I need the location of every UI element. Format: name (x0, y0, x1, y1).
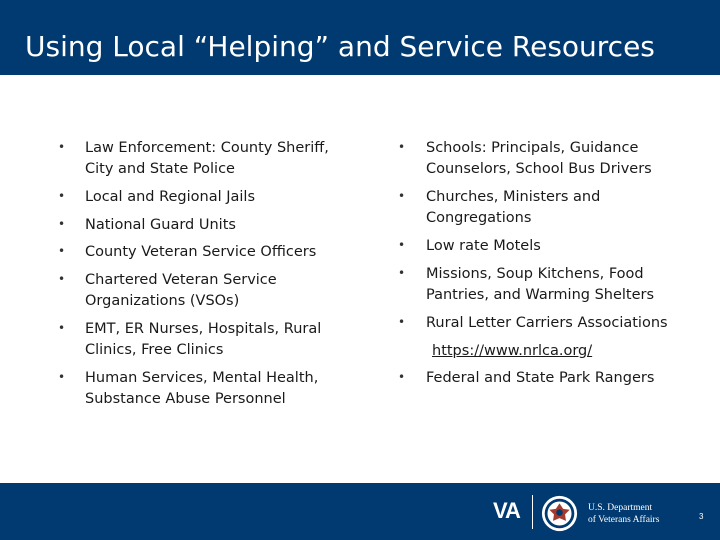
bullet: • (398, 266, 406, 280)
bullet: • (58, 321, 66, 335)
dept-name-line1: U.S. Department (588, 503, 653, 513)
bullet: • (58, 140, 66, 154)
title-bar (0, 0, 720, 75)
bullet: • (398, 140, 406, 154)
list-item: Human Services, Mental Health, Substance Abuse Personnel (85, 370, 319, 407)
logo-divider (532, 495, 533, 529)
nrlca-link[interactable]: https://www.nrlca.org/ (432, 343, 593, 359)
bullet: • (58, 189, 66, 203)
list-item: Rural Letter Carriers Associations (426, 315, 668, 331)
list-item: EMT, ER Nurses, Hospitals, Rural Clinics, Free Clinics (85, 321, 322, 358)
list-item: Local and Regional Jails (85, 189, 256, 205)
dept-name-line2: of Veterans Affairs (588, 515, 660, 525)
page-title: Using Local “Helping” and Service Resources (25, 30, 655, 63)
bullet: • (398, 370, 406, 384)
bullet: • (58, 370, 66, 384)
list-item: Chartered Veteran Service Organizations (VSOs) (85, 272, 277, 309)
va-logo: VA (493, 498, 520, 523)
bullet: • (398, 315, 406, 329)
list-item: Federal and State Park Rangers (426, 370, 655, 386)
list-item: Churches, Ministers and Congregations (426, 189, 601, 226)
bullet: • (398, 238, 406, 252)
bullet: • (58, 217, 66, 231)
bullet: • (58, 272, 66, 286)
list-item: Law Enforcement: County Sheriff, City and State Police (85, 140, 329, 177)
list-item: Low rate Motels (426, 238, 541, 254)
va-seal-icon (541, 495, 578, 532)
list-item: Missions, Soup Kitchens, Food Pantries, and Warming Shelters (426, 266, 655, 303)
list-item: Schools: Principals, Guidance Counselors, School Bus Drivers (426, 140, 652, 177)
list-item: County Veteran Service Officers (85, 244, 317, 260)
page-number: 3 (699, 512, 704, 521)
bullet: • (58, 244, 66, 258)
bullet: • (398, 189, 406, 203)
list-item: National Guard Units (85, 217, 236, 233)
